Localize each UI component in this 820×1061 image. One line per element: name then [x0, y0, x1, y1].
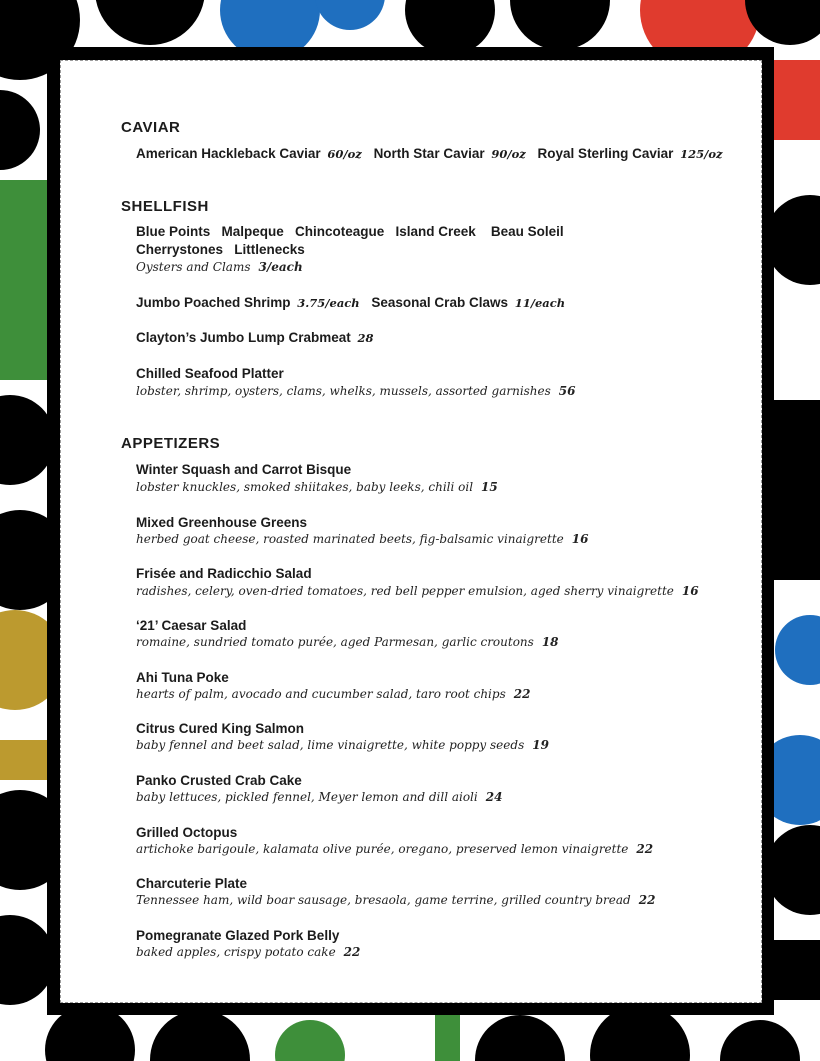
appetizer-price: 16	[571, 532, 589, 546]
appetizer-desc: radishes, celery, oven-dried tomatoes, red bell pepper emulsion, aged sherry vinaigrette	[136, 584, 674, 598]
appetizer-desc: baked apples, crispy potato cake	[136, 945, 336, 959]
appetizer-desc: romaine, sundried tomato purée, aged Parmesan, garlic croutons	[136, 635, 534, 649]
appetizer-price: 24	[485, 790, 503, 804]
appetizer-desc: Tennessee ham, wild boar sausage, bresaola, game terrine, grilled country bread	[136, 893, 631, 907]
oyster-varieties-line-2: Cherrystones Littlenecks	[136, 242, 305, 257]
appetizer-name: Charcuterie Plate	[136, 876, 248, 891]
appetizer-desc: hearts of palm, avocado and cucumber salad, taro root chips	[136, 687, 506, 701]
appetizer-name: Winter Squash and Carrot Bisque	[136, 462, 352, 477]
appetizer-desc-row	[136, 584, 699, 598]
crab-claws-price: 11/each	[514, 296, 566, 310]
appetizer-price: 15	[481, 480, 498, 494]
caviar-item-price: 90/oz	[491, 147, 526, 161]
appetizer-price: 19	[532, 738, 549, 752]
caviar-items-row	[136, 146, 731, 161]
crabmeat-name: Clayton’s Jumbo Lump Crabmeat	[136, 330, 351, 345]
appetizer-desc-row	[136, 893, 655, 907]
appetizer-name: ‘21’ Caesar Salad	[136, 618, 247, 633]
platter-price: 56	[558, 384, 576, 398]
appetizer-price: 22	[513, 687, 531, 701]
appetizer-desc-row	[136, 687, 530, 701]
appetizer-name: Citrus Cured King Salmon	[136, 721, 305, 736]
appetizer-price: 16	[681, 584, 699, 598]
crabmeat-price: 28	[357, 331, 374, 345]
appetizer-desc-row	[136, 790, 502, 804]
appetizer-desc-row	[136, 842, 653, 856]
appetizer-name: Grilled Octopus	[136, 825, 238, 840]
menu-card	[60, 60, 762, 1003]
appetizer-name: Panko Crusted Crab Cake	[136, 773, 302, 788]
oyster-varieties-line-1: Blue Points Malpeque Chincoteague Island Creek Beau Soleil	[136, 224, 564, 239]
section-title-caviar: CAVIAR	[121, 119, 181, 136]
appetizer-desc: artichoke barigoule, kalamata olive purée, oregano, preserved lemon vinaigrette	[136, 842, 629, 856]
menu-content	[61, 61, 763, 1004]
appetizer-name: Pomegranate Glazed Pork Belly	[136, 928, 340, 943]
crab-claws-name: Seasonal Crab Claws	[371, 295, 508, 310]
oysters-and-clams-row	[136, 260, 303, 274]
appetizer-desc-row	[136, 480, 498, 494]
caviar-item-price: 125/oz	[680, 147, 723, 161]
platter-name: Chilled Seafood Platter	[136, 366, 284, 381]
appetizer-price: 22	[638, 893, 656, 907]
crabmeat-row	[136, 330, 382, 345]
oysters-price: 3/each	[258, 260, 303, 274]
section-title-shellfish: SHELLFISH	[121, 198, 209, 215]
appetizer-desc-row	[136, 635, 559, 649]
shrimp-price: 3.75/each	[297, 296, 360, 310]
oysters-desc: Oysters and Clams	[136, 260, 251, 274]
section-title-appetizers: APPETIZERS	[121, 435, 221, 452]
appetizer-price: 18	[541, 635, 559, 649]
caviar-item-name: North Star Caviar	[373, 146, 485, 161]
appetizer-desc-row	[136, 532, 588, 546]
appetizer-name: Mixed Greenhouse Greens	[136, 515, 308, 530]
caviar-item-price: 60/oz	[327, 147, 362, 161]
caviar-item-name: Royal Sterling Caviar	[537, 146, 674, 161]
shrimp-crab-row	[136, 295, 573, 310]
appetizer-desc-row	[136, 945, 360, 959]
appetizer-name: Frisée and Radicchio Salad	[136, 566, 312, 581]
appetizer-price: 22	[636, 842, 654, 856]
appetizer-desc: lobster knuckles, smoked shiitakes, baby leeks, chili oil	[136, 480, 474, 494]
appetizer-desc: baby lettuces, pickled fennel, Meyer lemon and dill aioli	[136, 790, 478, 804]
appetizer-desc: herbed goat cheese, roasted marinated beets, fig-balsamic vinaigrette	[136, 532, 564, 546]
appetizer-desc: baby fennel and beet salad, lime vinaigrette, white poppy seeds	[136, 738, 525, 752]
appetizer-desc-row	[136, 738, 549, 752]
caviar-item-name: American Hackleback Caviar	[136, 146, 321, 161]
platter-desc: lobster, shrimp, oysters, clams, whelks, mussels, assorted garnishes	[136, 384, 551, 398]
platter-desc-row	[136, 384, 576, 398]
appetizer-name: Ahi Tuna Poke	[136, 670, 229, 685]
shrimp-name: Jumbo Poached Shrimp	[136, 295, 291, 310]
appetizer-price: 22	[343, 945, 361, 959]
